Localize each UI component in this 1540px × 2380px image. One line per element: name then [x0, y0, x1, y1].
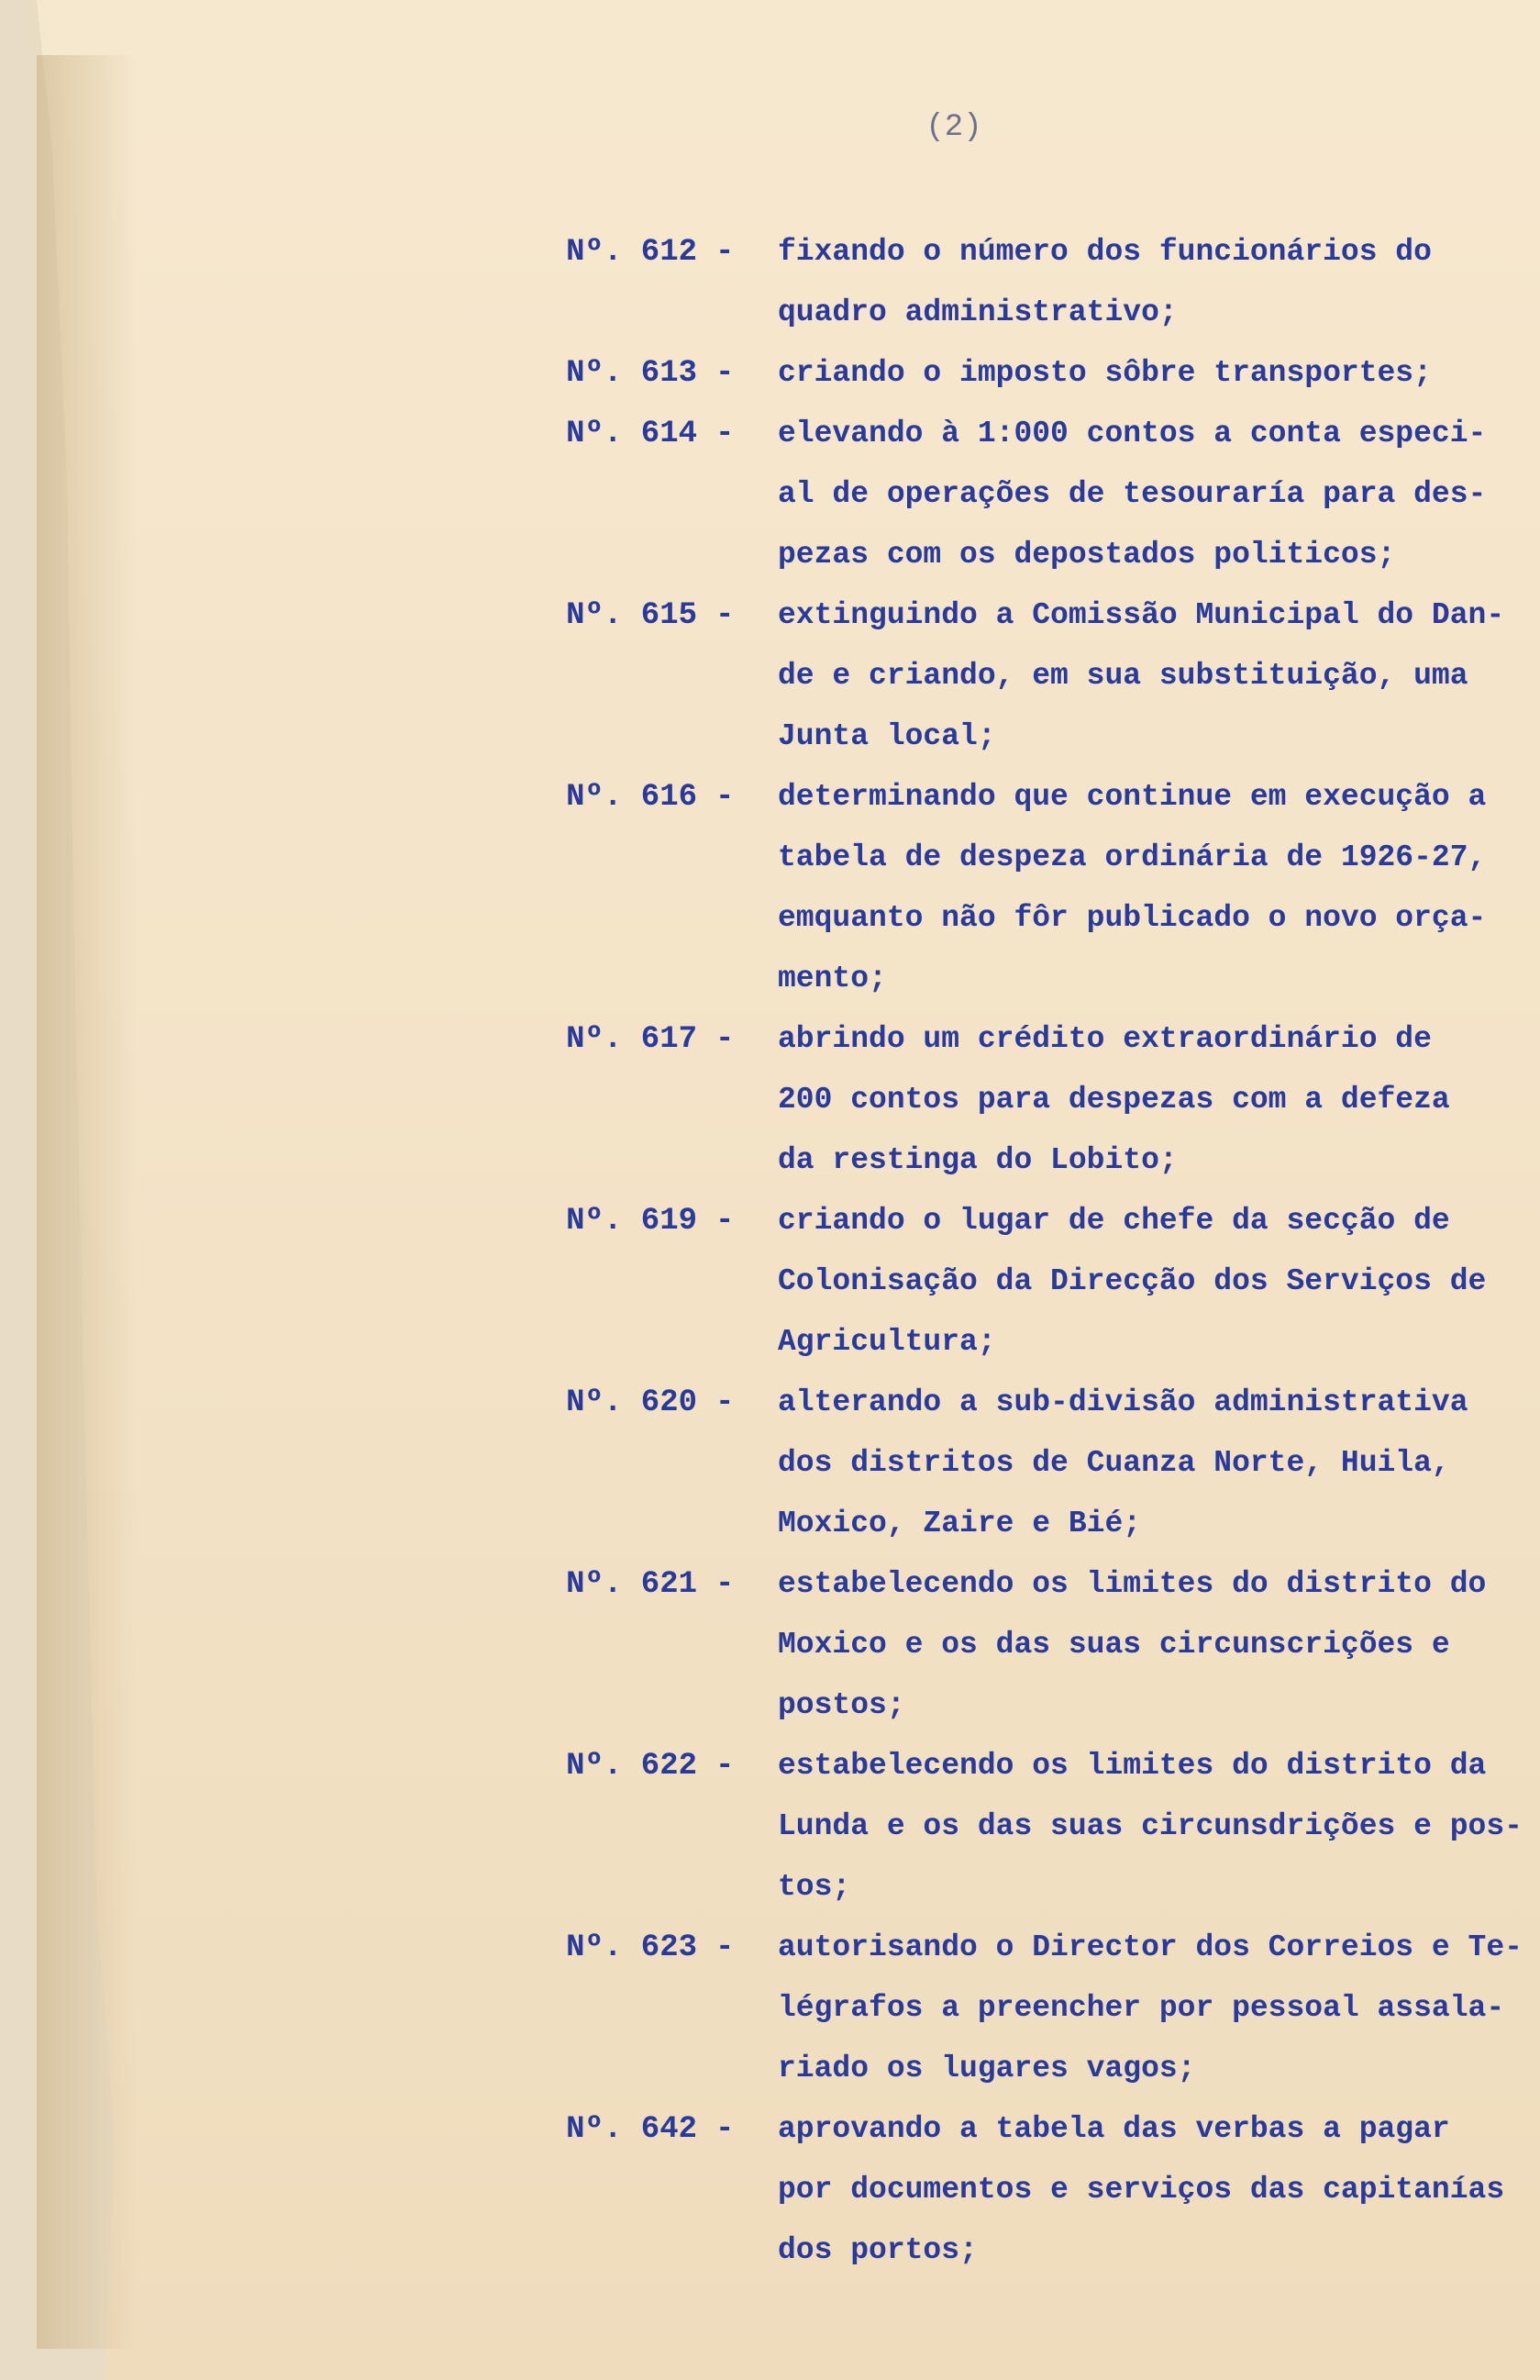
decree-description-line: determinando que continue em execução a: [778, 780, 1487, 814]
decree-dash: -: [715, 598, 735, 633]
decree-description-line: fixando o número dos funcionários do: [778, 235, 1432, 269]
decree-description-line: légrafos a preencher por pessoal assala-: [778, 1991, 1505, 2025]
decree-entry: [0, 1736, 1540, 1918]
page-number: (2): [925, 110, 982, 145]
decree-entry: [0, 404, 1540, 585]
decree-dash: -: [715, 417, 735, 451]
decree-dash: -: [715, 1749, 735, 1784]
decree-description-line: criando o lugar de chefe da secção de: [778, 1204, 1450, 1238]
decree-description-line: de e criando, em sua substituição, uma: [778, 659, 1468, 693]
decree-number: Nº. 620: [566, 1385, 697, 1420]
decree-list: [0, 222, 1540, 2281]
decree-number: Nº. 617: [566, 1022, 697, 1057]
decree-description: [778, 343, 1530, 404]
decree-entry: [0, 1373, 1540, 1554]
decree-description-line: mento;: [778, 962, 887, 995]
decree-description-line: quadro administrativo;: [778, 295, 1178, 329]
decree-description-line: autorisando o Director dos Correios e Te-: [778, 1930, 1523, 1964]
decree-dash: -: [715, 1204, 735, 1239]
decree-entry: [0, 1191, 1540, 1373]
decree-description: [778, 2099, 1530, 2281]
decree-description-line: dos portos;: [778, 2233, 978, 2267]
decree-description-line: al de operações de tesouraría para des-: [778, 477, 1487, 511]
decree-description: [778, 1918, 1530, 2099]
decree-description-line: tabela de despeza ordinária de 1926-27,: [778, 840, 1487, 874]
decree-dash: -: [715, 780, 735, 815]
decree-description-line: extinguindo a Comissão Municipal do Dan-: [778, 598, 1505, 632]
decree-description-line: emquanto não fôr publicado o novo orça-: [778, 901, 1487, 935]
decree-description-line: da restinga do Lobito;: [778, 1143, 1178, 1177]
decree-description-line: dos distritos de Cuanza Norte, Huila,: [778, 1446, 1450, 1480]
decree-description-line: Lunda e os das suas circunsdrições e pos-: [778, 1809, 1523, 1843]
decree-description: [778, 1009, 1530, 1191]
decree-dash: -: [715, 1022, 735, 1057]
decree-description-line: Agricultura;: [778, 1325, 996, 1359]
decree-description: [778, 404, 1530, 585]
decree-description: [778, 1373, 1530, 1554]
decree-description-line: riado os lugares vagos;: [778, 2052, 1196, 2085]
decree-dash: -: [715, 1385, 735, 1420]
decree-description: [778, 767, 1530, 1009]
decree-number: Nº. 619: [566, 1204, 697, 1239]
decree-number: Nº. 621: [566, 1567, 697, 1602]
decree-dash: -: [715, 1930, 735, 1965]
decree-description-line: Junta local;: [778, 719, 996, 753]
decree-description-line: postos;: [778, 1688, 905, 1722]
decree-number: Nº. 623: [566, 1930, 697, 1965]
decree-description-line: por documentos e serviços das capitanías: [778, 2173, 1505, 2207]
decree-description-line: pezas com os depostados politicos;: [778, 538, 1396, 572]
decree-entry: [0, 585, 1540, 767]
decree-description-line: estabelecendo os limites do distrito do: [778, 1567, 1487, 1601]
decree-description-line: alterando a sub-divisão administrativa: [778, 1385, 1468, 1419]
decree-description-line: tos;: [778, 1870, 851, 1904]
decree-number: Nº. 614: [566, 417, 697, 451]
decree-entry: [0, 1554, 1540, 1736]
decree-description: [778, 1554, 1530, 1736]
decree-entry: [0, 343, 1540, 404]
decree-number: Nº. 622: [566, 1749, 697, 1784]
decree-description: [778, 1736, 1530, 1918]
decree-description-line: Moxico, Zaire e Bié;: [778, 1507, 1142, 1540]
decree-description-line: aprovando a tabela das verbas a pagar: [778, 2112, 1450, 2146]
decree-description-line: abrindo um crédito extraordinário de: [778, 1022, 1432, 1056]
decree-entry: [0, 2099, 1540, 2281]
decree-number: Nº. 613: [566, 356, 697, 391]
decree-number: Nº. 615: [566, 598, 697, 633]
decree-entry: [0, 222, 1540, 343]
decree-dash: -: [715, 2112, 735, 2147]
decree-description: [778, 585, 1530, 767]
decree-description: [778, 222, 1530, 343]
decree-description-line: 200 contos para despezas com a defeza: [778, 1083, 1450, 1117]
decree-dash: -: [715, 356, 735, 391]
decree-description-line: elevando à 1:000 contos a conta especi-: [778, 417, 1487, 450]
decree-dash: -: [715, 235, 735, 270]
decree-entry: [0, 1918, 1540, 2099]
decree-description-line: Colonisação da Direcção dos Serviços de: [778, 1264, 1487, 1298]
decree-entry: [0, 1009, 1540, 1191]
decree-description-line: Moxico e os das suas circunscrições e: [778, 1628, 1450, 1662]
decree-number: Nº. 612: [566, 235, 697, 270]
decree-number: Nº. 642: [566, 2112, 697, 2147]
decree-description-line: criando o imposto sôbre transportes;: [778, 356, 1432, 390]
decree-description-line: estabelecendo os limites do distrito da: [778, 1749, 1487, 1783]
decree-entry: [0, 767, 1540, 1009]
decree-dash: -: [715, 1567, 735, 1602]
decree-number: Nº. 616: [566, 780, 697, 815]
decree-description: [778, 1191, 1530, 1373]
